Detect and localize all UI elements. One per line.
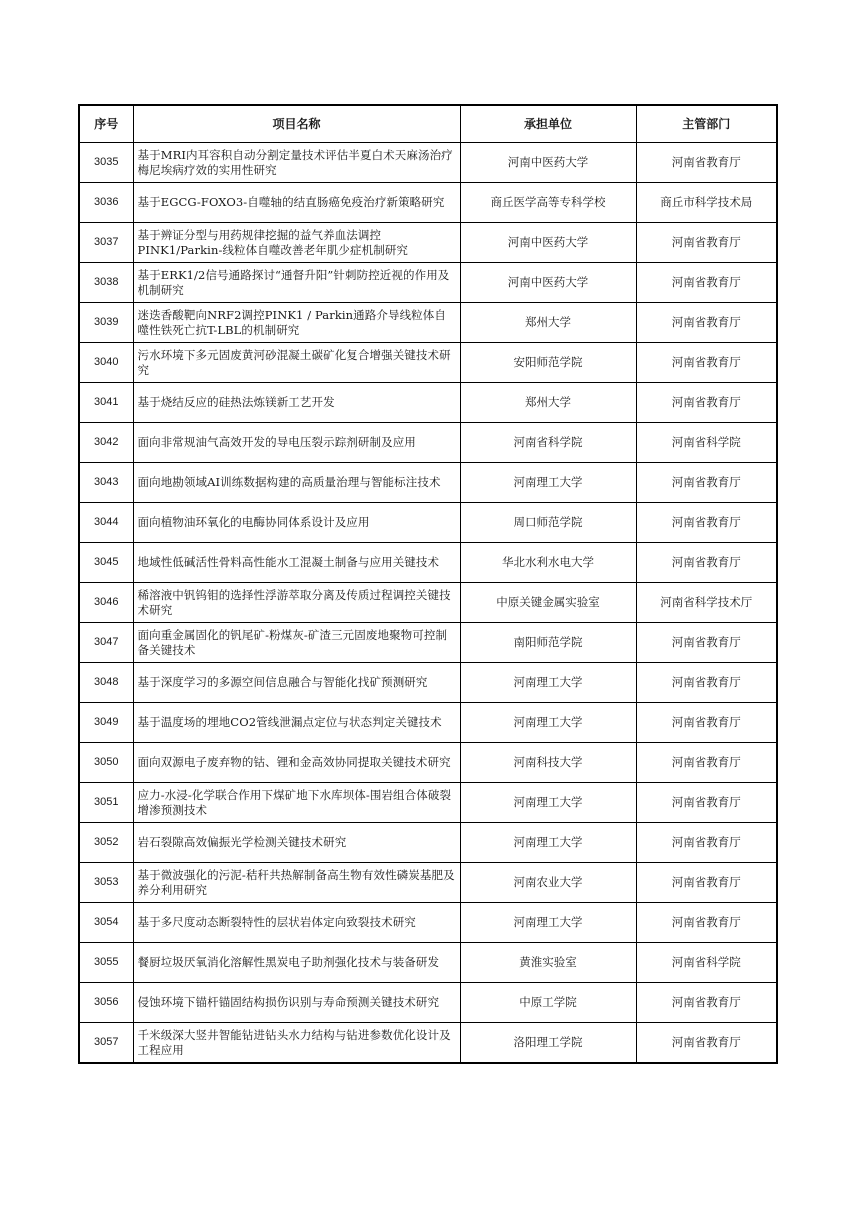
cell-undertaking-unit: 河南理工大学 [460,903,636,943]
cell-supervising-department: 河南省教育厅 [636,303,777,343]
cell-project-name: 迷迭香酸靶向NRF2调控PINK1 / Parkin通路介导线粒体自噬性铁死亡抗T-LBL的机制研究 [133,303,460,343]
cell-undertaking-unit: 南阳师范学院 [460,623,636,663]
project-table [78,104,778,1064]
cell-undertaking-unit: 河南中医药大学 [460,223,636,263]
cell-undertaking-unit: 郑州大学 [460,383,636,423]
cell-supervising-department: 河南省教育厅 [636,343,777,383]
cell-serial-number: 3045 [79,543,133,583]
table-row [79,943,777,983]
cell-project-name: 面向重金属固化的钒尾矿-粉煤灰-矿渣三元固废地聚物可控制备关键技术 [133,623,460,663]
cell-project-name: 基于深度学习的多源空间信息融合与智能化找矿预测研究 [133,663,460,703]
cell-serial-number: 3052 [79,823,133,863]
cell-supervising-department: 河南省教育厅 [636,823,777,863]
cell-serial-number: 3040 [79,343,133,383]
table-row [79,223,777,263]
cell-project-name: 基于烧结反应的硅热法炼镁新工艺开发 [133,383,460,423]
cell-serial-number: 3038 [79,263,133,303]
table-row [79,743,777,783]
header-serial-number: 序号 [79,105,133,143]
cell-project-name: 基于微波强化的污泥-秸秆共热解制备高生物有效性磷炭基肥及养分利用研究 [133,863,460,903]
cell-undertaking-unit: 河南理工大学 [460,823,636,863]
cell-project-name: 岩石裂隙高效偏振光学检测关键技术研究 [133,823,460,863]
cell-project-name: 侵蚀环境下锚杆锚固结构损伤识别与寿命预测关键技术研究 [133,983,460,1023]
cell-supervising-department: 河南省教育厅 [636,983,777,1023]
cell-serial-number: 3057 [79,1023,133,1064]
table-row [79,503,777,543]
cell-serial-number: 3043 [79,463,133,503]
cell-undertaking-unit: 河南中医药大学 [460,263,636,303]
table-row [79,183,777,223]
table-row [79,663,777,703]
cell-supervising-department: 河南省教育厅 [636,263,777,303]
cell-serial-number: 3036 [79,183,133,223]
cell-supervising-department: 河南省教育厅 [636,903,777,943]
cell-supervising-department: 商丘市科学技术局 [636,183,777,223]
cell-serial-number: 3051 [79,783,133,823]
cell-serial-number: 3056 [79,983,133,1023]
cell-supervising-department: 河南省教育厅 [636,223,777,263]
cell-supervising-department: 河南省教育厅 [636,703,777,743]
cell-project-name: 地域性低碱活性骨料高性能水工混凝土制备与应用关键技术 [133,543,460,583]
header-undertaking-unit: 承担单位 [460,105,636,143]
table-row [79,703,777,743]
cell-supervising-department: 河南省教育厅 [636,1023,777,1064]
table-row [79,623,777,663]
cell-serial-number: 3049 [79,703,133,743]
cell-supervising-department: 河南省教育厅 [636,743,777,783]
table-body [79,143,777,1064]
cell-serial-number: 3035 [79,143,133,183]
cell-project-name: 基于温度场的埋地CO2管线泄漏点定位与状态判定关键技术 [133,703,460,743]
table-row [79,543,777,583]
cell-supervising-department: 河南省教育厅 [636,623,777,663]
table-row [79,423,777,463]
cell-serial-number: 3054 [79,903,133,943]
cell-serial-number: 3044 [79,503,133,543]
cell-undertaking-unit: 郑州大学 [460,303,636,343]
cell-supervising-department: 河南省科学技术厅 [636,583,777,623]
table-row [79,303,777,343]
cell-undertaking-unit: 河南理工大学 [460,663,636,703]
cell-project-name: 污水环境下多元固废黄河砂混凝土碳矿化复合增强关键技术研究 [133,343,460,383]
table-row [79,1023,777,1064]
cell-undertaking-unit: 安阳师范学院 [460,343,636,383]
cell-supervising-department: 河南省教育厅 [636,783,777,823]
cell-project-name: 应力-水浸-化学联合作用下煤矿地下水库坝体-围岩组合体破裂增渗预测技术 [133,783,460,823]
project-table-container [78,104,776,1064]
cell-project-name: 面向双源电子废弃物的钴、锂和金高效协同提取关键技术研究 [133,743,460,783]
table-row [79,863,777,903]
cell-undertaking-unit: 河南理工大学 [460,463,636,503]
cell-project-name: 千米级深大竖井智能钻进钻头水力结构与钻进参数优化设计及工程应用 [133,1023,460,1064]
table-header-row [79,105,777,143]
cell-supervising-department: 河南省科学院 [636,423,777,463]
cell-supervising-department: 河南省教育厅 [636,383,777,423]
cell-serial-number: 3053 [79,863,133,903]
table-row [79,263,777,303]
cell-undertaking-unit: 河南农业大学 [460,863,636,903]
table-row [79,903,777,943]
cell-project-name: 餐厨垃圾厌氧消化溶解性黑炭电子助剂强化技术与装备研发 [133,943,460,983]
table-row [79,143,777,183]
cell-undertaking-unit: 中原工学院 [460,983,636,1023]
header-supervising-department: 主管部门 [636,105,777,143]
table-row [79,463,777,503]
cell-supervising-department: 河南省教育厅 [636,663,777,703]
cell-supervising-department: 河南省教育厅 [636,143,777,183]
cell-serial-number: 3055 [79,943,133,983]
cell-supervising-department: 河南省教育厅 [636,543,777,583]
cell-undertaking-unit: 商丘医学高等专科学校 [460,183,636,223]
cell-undertaking-unit: 华北水利水电大学 [460,543,636,583]
header-project-name: 项目名称 [133,105,460,143]
table-row [79,823,777,863]
cell-undertaking-unit: 河南科技大学 [460,743,636,783]
cell-supervising-department: 河南省教育厅 [636,503,777,543]
table-row [79,783,777,823]
cell-project-name: 基于MRI内耳容积自动分割定量技术评估半夏白术天麻汤治疗梅尼埃病疗效的实用性研究 [133,143,460,183]
cell-serial-number: 3046 [79,583,133,623]
cell-serial-number: 3037 [79,223,133,263]
cell-project-name: 基于辨证分型与用药规律挖掘的益气养血法调控PINK1/Parkin-线粒体自噬改善老年肌少症机制研究 [133,223,460,263]
cell-supervising-department: 河南省教育厅 [636,863,777,903]
cell-project-name: 面向非常规油气高效开发的导电压裂示踪剂研制及应用 [133,423,460,463]
cell-undertaking-unit: 中原关键金属实验室 [460,583,636,623]
cell-project-name: 基于ERK1/2信号通路探讨“通督升阳”针刺防控近视的作用及机制研究 [133,263,460,303]
cell-supervising-department: 河南省科学院 [636,943,777,983]
cell-undertaking-unit: 黄淮实验室 [460,943,636,983]
cell-project-name: 面向植物油环氧化的电酶协同体系设计及应用 [133,503,460,543]
table-row [79,983,777,1023]
table-row [79,583,777,623]
cell-serial-number: 3047 [79,623,133,663]
cell-serial-number: 3042 [79,423,133,463]
table-row [79,343,777,383]
cell-serial-number: 3048 [79,663,133,703]
cell-serial-number: 3041 [79,383,133,423]
cell-undertaking-unit: 洛阳理工学院 [460,1023,636,1064]
cell-serial-number: 3039 [79,303,133,343]
cell-undertaking-unit: 河南省科学院 [460,423,636,463]
cell-undertaking-unit: 河南理工大学 [460,703,636,743]
cell-serial-number: 3050 [79,743,133,783]
cell-supervising-department: 河南省教育厅 [636,463,777,503]
cell-project-name: 稀溶液中钒钨钼的选择性浮游萃取分离及传质过程调控关键技术研究 [133,583,460,623]
cell-undertaking-unit: 河南中医药大学 [460,143,636,183]
cell-undertaking-unit: 周口师范学院 [460,503,636,543]
cell-project-name: 基于EGCG-FOXO3-自噬轴的结直肠癌免疫治疗新策略研究 [133,183,460,223]
table-row [79,383,777,423]
cell-project-name: 基于多尺度动态断裂特性的层状岩体定向致裂技术研究 [133,903,460,943]
cell-undertaking-unit: 河南理工大学 [460,783,636,823]
cell-project-name: 面向地勘领域AI训练数据构建的高质量治理与智能标注技术 [133,463,460,503]
